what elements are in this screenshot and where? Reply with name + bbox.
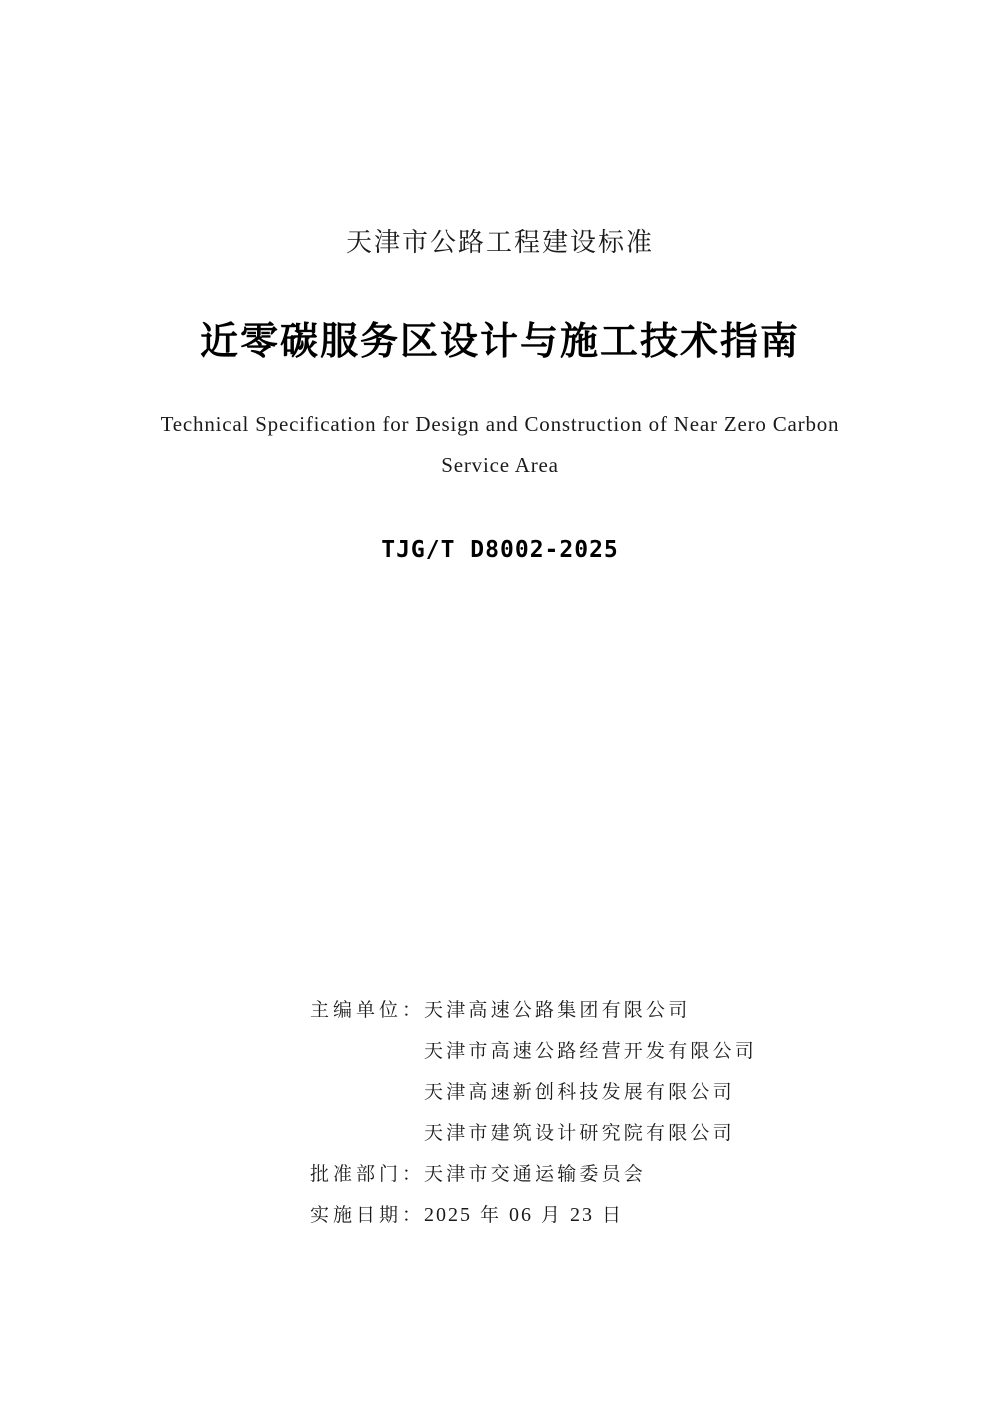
approval-label: 批准部门： [310,1163,426,1185]
editor-unit: 天津市高速公路经营开发有限公司 [424,1040,758,1062]
date-month-unit: 月 [541,1204,563,1226]
editor-unit: 天津市建筑设计研究院有限公司 [424,1122,735,1144]
implementation-row [310,1195,910,1236]
date-month: 06 [509,1204,534,1226]
standard-code: TJG/T D8002-2025 [381,537,619,563]
publication-info [310,990,910,1236]
date-year: 2025 [424,1204,472,1226]
editor-row-4 [310,1113,910,1154]
editor-label-spacer [310,1113,424,1154]
editor-row-2 [310,1031,910,1072]
approval-row [310,1154,910,1195]
english-title-line-2: Service Area [441,453,559,477]
editor-label: 主编单位： [310,999,426,1021]
date-day: 23 [570,1204,595,1226]
editor-row-1 [310,990,910,1031]
approval-value: 天津市交通运输委员会 [424,1163,647,1185]
implementation-date [424,1195,631,1236]
editor-row-3 [310,1072,910,1113]
implementation-label: 实施日期： [310,1204,426,1226]
date-day-unit: 日 [602,1204,624,1226]
document-title: 近零碳服务区设计与施工技术指南 [199,319,800,363]
english-title-line-1: Technical Specification for Design and Construction of Near Zero Carbon [160,412,840,436]
editor-unit: 天津高速新创科技发展有限公司 [424,1081,735,1103]
date-year-unit: 年 [480,1204,502,1226]
english-title [100,404,900,486]
editor-label-spacer [310,1031,424,1072]
editor-label-spacer [310,1072,424,1113]
editor-unit: 天津高速公路集团有限公司 [424,999,691,1021]
series-title: 天津市公路工程建设标准 [345,228,654,258]
